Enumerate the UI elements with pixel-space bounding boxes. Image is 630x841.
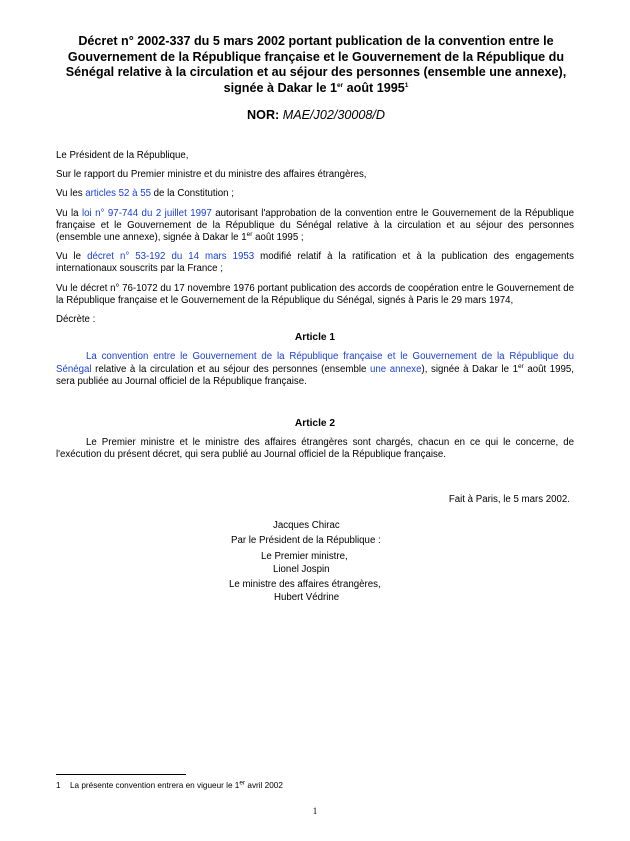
article-1-sup: er <box>517 362 524 370</box>
visa-constitution-pre: Vu les <box>56 188 86 200</box>
visa-constitution <box>56 188 574 200</box>
footnote-sup: er <box>239 779 246 787</box>
preamble-rapport <box>56 169 574 181</box>
decrete-text: Décrète : <box>56 314 96 326</box>
title-line-3: Sénégal relative à la circulation et au séjour des personnes (ensemble une annexe), <box>65 65 567 79</box>
visa-decret-1976-text: Vu le décret n° 76-1072 du 17 novembre 1976 portant publication des accords de coopération entre le Gouvernement de la République française et le Gouvernement de la République du Sénégal, signés à Paris le 29 mars 1974, <box>56 282 574 306</box>
title-footnote-mark: 1 <box>404 81 409 89</box>
fait-a-paris: Fait à Paris, le 5 mars 2002. <box>448 493 570 505</box>
nor-label: NOR: <box>247 108 280 122</box>
article-1-post: ), signée à Dakar le 1 <box>421 363 518 375</box>
visa-loi-end: août 1995 ; <box>252 232 304 244</box>
article-1-text <box>56 351 574 388</box>
link-decret-53-192[interactable]: décret n° 53-192 du 14 mars 1953 <box>87 251 255 263</box>
footnote-separator <box>56 774 186 775</box>
nor-reference <box>50 108 582 122</box>
page-number: 1 <box>312 806 318 816</box>
visa-loi-pre: Vu la <box>56 207 82 219</box>
article-1-end: août 1995, sera publiée au Journal officiel de la République française. <box>56 363 574 387</box>
link-articles-constitution[interactable]: articles 52 à 55 <box>85 188 151 200</box>
visa-decret-1953-post: modifié relatif à la ratification et à la publication des engagements internationaux souscrits par la France ; <box>56 251 574 275</box>
title-sup: er <box>337 81 344 89</box>
title-line-2: Gouvernement de la République française et le Gouvernement de la République du <box>67 49 565 64</box>
visa-constitution-post: de la Constitution ; <box>150 188 234 200</box>
visa-decret-1976 <box>56 283 574 307</box>
nor-value: MAE/J02/30008/D <box>279 108 385 122</box>
title-tail: août 1995 <box>343 80 405 95</box>
visa-decret-1953-pre: Vu le <box>56 251 88 263</box>
signature-president: Jacques Chirac <box>273 520 340 531</box>
link-convention[interactable]: La convention entre le Gouvernement de la République française et le Gouvernement de la République du Sénégal <box>56 351 574 375</box>
visa-decret-1953 <box>56 251 574 275</box>
article-2-heading: Article 2 <box>294 418 336 430</box>
visa-loi-sup: er <box>246 230 253 238</box>
title-line-4: signée à Dakar le 1 <box>223 80 338 95</box>
article-2-body: Le Premier ministre et le ministre des affaires étrangères sont chargés, chacun en ce qui le concerne, de l'exécution du présent décret, qui sera publié au Journal officiel de la République française. <box>56 437 574 461</box>
article-2-text <box>56 437 574 461</box>
preamble-president-text: Le Président de la République, <box>56 150 189 161</box>
signature-pm-title: Le Premier ministre, <box>261 551 348 562</box>
signature-par-le: Par le Président de la République : <box>231 535 381 546</box>
preamble-rapport-text: Sur le rapport du Premier ministre et du ministre des affaires étrangères, <box>56 169 367 181</box>
article-1-mid: relative à la circulation et au séjour des personnes (ensemble <box>91 363 370 375</box>
title-line-1: Décret n° 2002-337 du 5 mars 2002 portant publication de la convention entre le <box>78 34 554 48</box>
footnote <box>56 781 283 790</box>
decrete <box>56 314 574 326</box>
visa-loi-post: autorisant l'approbation de la convention entre le Gouvernement de la République française et le Gouvernement de la République du Sénégal relative à la circulation et au séjour des personnes (ensemble une annexe), signée à Dakar le 1 <box>56 207 574 244</box>
visa-loi <box>56 208 574 245</box>
footnote-text-post: avril 2002 <box>245 781 283 790</box>
link-loi-97-744[interactable]: loi n° 97-744 du 2 juillet 1997 <box>82 207 212 219</box>
article-1-heading: Article 1 <box>294 332 336 344</box>
footnote-number: 1 <box>56 781 61 790</box>
signature-pm-name: Lionel Jospin <box>273 564 330 575</box>
decree-title <box>50 34 582 96</box>
signature-mae-title: Le ministre des affaires étrangères, <box>229 579 381 590</box>
decree-body <box>56 150 574 513</box>
link-annexe[interactable]: une annexe <box>369 363 422 375</box>
signature-mae-name: Hubert Védrine <box>274 592 340 603</box>
preamble-president <box>56 150 574 162</box>
footnote-text-pre: La présente convention entrera en vigueur le 1 <box>70 781 240 790</box>
